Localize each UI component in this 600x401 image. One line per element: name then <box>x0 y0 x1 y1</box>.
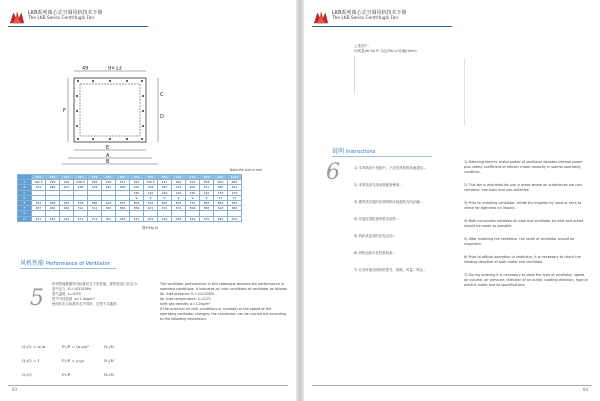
instructions-number: 6 <box>326 160 340 185</box>
page-number-left: 03 <box>12 387 18 392</box>
dim-e: E <box>106 145 110 151</box>
table-cell: 225 <box>46 175 60 180</box>
table-cell: 161 <box>32 185 46 190</box>
table-cell: 238 <box>74 185 88 190</box>
svg-text:Q₁/Q = n₁/n: Q₁/Q = n₁/n <box>22 344 46 349</box>
table-cell: 424 <box>102 200 116 205</box>
table-cell: 140 <box>158 190 172 195</box>
perf-para-cn: 所列性能数据均为标准状态下的性能，即风机进口状态为： <box>52 282 141 286</box>
cond-en-2-value: tₐ=20℃ <box>197 297 212 301</box>
table-cell: 348 <box>144 185 158 190</box>
instructions-title-en: Instructions <box>345 149 376 155</box>
cond-en-3-value: ρ=1.2kg/m³ <box>190 302 211 306</box>
table-cell: 284 <box>46 206 60 211</box>
table-cell: 217 <box>32 216 46 221</box>
cond-2-value: tₐ=20℃ <box>67 292 82 296</box>
instruction-item: 3) Prior to installing ventilator, whilst the impeller by hand or stick to check for tightness on impact. <box>464 201 582 210</box>
table-cell: 959 <box>228 200 242 205</box>
instruction-item: 6) Prior to official operation of ventilator, it is necessary to check the rotating direction of both motor and ventilator. <box>464 255 581 264</box>
table-row-label: A <box>18 180 32 185</box>
table-cell: 431 <box>158 180 172 185</box>
svg-text:P₁/P: P₁/P <box>62 372 71 377</box>
perf-para-en: The ventilator performance in this catalogue denotes the performance in standard conditions. It indicates air inlet conditions of ventilator as follows: <box>160 282 288 291</box>
instruction-item: 3) 通风机安装时应使风机叶轮旋转方向正确... <box>354 200 423 204</box>
brand-logo-icon <box>8 9 26 25</box>
svg-text:Q₁/Q = 1: Q₁/Q = 1 <box>22 358 40 363</box>
table-cell: 200 <box>32 175 46 180</box>
table-cell: 337 <box>130 216 144 221</box>
table-cell: 337 <box>116 180 130 185</box>
instruction-item: 2) This fan is restricted for use in areas where air substances are non-corrosive, non-toxic and non-adhesive. <box>464 183 583 192</box>
table-cell: 506 <box>186 206 200 211</box>
dim-a: A <box>106 153 110 159</box>
table-cell: 605 <box>158 200 172 205</box>
instruction-item: 7) 订货时请注明风机型号、规格、风量、风压... <box>354 268 427 272</box>
header-title-cn-right: LKB系列离心式空调风机技术手册 <box>332 10 407 16</box>
table-cell: 800 <box>200 175 214 180</box>
page-number-right: 04 <box>582 387 588 392</box>
table-cell: 416 <box>158 216 172 221</box>
conversion-formulas <box>22 342 132 380</box>
table-cell: 311 <box>88 206 102 211</box>
table-cell: 676 <box>172 200 186 205</box>
notes-cn-title: 上述式中： <box>354 44 371 48</box>
instructions-title-cn: 说明 <box>332 148 345 155</box>
table-cell: 570 <box>200 216 214 221</box>
footer-rule <box>8 385 288 386</box>
table-row-label: D <box>18 195 32 200</box>
performance-text-cn <box>52 282 142 307</box>
svg-text:N₁/N: N₁/N <box>104 372 114 377</box>
table-cell: 257 <box>32 206 46 211</box>
book-gutter <box>296 0 304 401</box>
table-cell: 140 <box>186 190 200 195</box>
table-cell: 560 <box>158 175 172 180</box>
table-row <box>18 216 242 221</box>
instruction-item: 1) Matching electric motor power of ventilator denotes internal power plus safety coefficient of electric motor capacity in special operating condition. <box>464 160 583 174</box>
cond-en-2-label: Air inlet temperature: <box>160 297 197 301</box>
table-cell: 560 <box>214 185 228 190</box>
table-cell: 506 <box>130 200 144 205</box>
outlet-flange-drawing <box>48 66 170 166</box>
header-rule-right <box>312 26 452 27</box>
table-cell: 9 <box>200 195 214 200</box>
table-cell: 384 <box>130 206 144 211</box>
cond-1-label: 进气压力 <box>52 287 66 291</box>
table-cell: 515 <box>186 180 200 185</box>
table-cell: 381 <box>144 216 158 221</box>
header-title-en-right: The LKB Series Centrifugal Fan <box>332 16 399 21</box>
table-cell: 238 <box>88 185 102 190</box>
table-cell: 612 <box>228 185 242 190</box>
table-cell: 9 <box>144 195 158 200</box>
table-cell: 345 <box>102 206 116 211</box>
left-page <box>0 0 296 401</box>
table-cell: 326 <box>60 200 74 205</box>
table-cell: 565 <box>200 206 214 211</box>
table-cell: 140 <box>130 190 144 195</box>
table-cell: 261 <box>102 185 116 190</box>
table-cell: 881 <box>214 200 228 205</box>
notes-en-block <box>464 58 589 126</box>
table-cell: 710 <box>186 175 200 180</box>
cond-3-label: 进气气体密度 <box>52 297 73 301</box>
performance-section-title <box>20 258 116 269</box>
svg-text:N₁/N: N₁/N <box>104 358 114 363</box>
footer-rule-right <box>312 385 592 386</box>
instruction-item: 5) 风机试运转时应先点动... <box>354 234 396 238</box>
svg-text:P₁/P = ρ₁/ρ: P₁/P = ρ₁/ρ <box>62 358 84 363</box>
brand-logo-icon-right <box>312 9 330 25</box>
instructions-list-en <box>464 160 590 296</box>
instructions-section-title <box>332 146 432 157</box>
instruction-item: 4) Both connection between air pipe and ventilator air inlet and outlet should be made as possible. <box>464 219 584 228</box>
header-title-cn: LKB系列离心式空调风机技术手册 <box>28 10 103 16</box>
table-cell: 630 <box>172 175 186 180</box>
table-cell: 474 <box>172 206 186 211</box>
right-page <box>304 0 600 401</box>
table-row-label: E <box>18 200 32 205</box>
dim-f: F <box>63 108 66 114</box>
table-cell: 556 <box>144 200 158 205</box>
table-cell: 360 <box>130 180 144 185</box>
table-cell: 199 <box>46 180 60 185</box>
table-cell: 659 <box>228 180 242 185</box>
table-cell: 244 <box>60 216 74 221</box>
performance-text-en <box>160 282 288 322</box>
notes-cn-text: Q:风量(m³/h) Pₜ:全压(Pa) n:转速(r/min) <box>354 49 417 53</box>
table-cell: 469 <box>172 180 186 185</box>
table-cell: 401 <box>144 206 158 211</box>
cond-1-value: Pₐ=101325Pa <box>67 287 91 291</box>
dim-c: C <box>160 92 164 98</box>
table-cell: 207 <box>60 185 74 190</box>
header-title-en: The LKB Series Centrifugal Fan <box>28 16 95 21</box>
table-cell: 456 <box>172 216 186 221</box>
table-cell: 431 <box>158 206 172 211</box>
table-row-label: G <box>18 211 32 216</box>
table-cell: 262 <box>32 200 46 205</box>
table-cell: 475 <box>116 200 130 205</box>
table-cell: 320 <box>130 185 144 190</box>
performance-title-cn: 风机性能 <box>20 260 45 267</box>
table-cell: 258.5 <box>74 180 88 185</box>
table-cell: 386 <box>88 200 102 205</box>
table-cell: 751 <box>186 200 200 205</box>
table-cell: 259 <box>88 180 102 185</box>
table-row-label: H <box>18 216 32 221</box>
header-title <box>28 10 103 22</box>
perf-para-cn-2: 使用状态与标准状态不同时，应按下式换算： <box>52 302 120 306</box>
table-cell: 1000 <box>228 175 242 180</box>
table-cell: 558 <box>200 180 214 185</box>
table-cell: 181.5 <box>32 180 46 185</box>
table-cell: 140 <box>144 190 158 195</box>
table-cell: 226 <box>60 180 74 185</box>
svg-text:P₁/P = (n₁/n)²: P₁/P = (n₁/n)² <box>62 344 90 349</box>
table-cell: 284 <box>60 206 74 211</box>
table-cell: 280 <box>74 175 88 180</box>
instruction-item: 1) 本风机用于机组中，不应在风机的转速超过... <box>354 166 427 170</box>
svg-text:N₁/N: N₁/N <box>104 344 114 349</box>
header-title-right <box>332 10 407 22</box>
dim-49: 49 <box>82 66 89 72</box>
table-cell: 600 <box>214 180 228 185</box>
table-row-label: B <box>18 185 32 190</box>
table-cell: 400 <box>116 175 130 180</box>
cond-en-1-label: Air inlet pressure: <box>160 292 191 296</box>
table-cell: 250 <box>60 175 74 180</box>
table-cell: 301 <box>102 216 116 221</box>
table-cell: 326 <box>116 216 130 221</box>
table-cell: 434 <box>172 185 186 190</box>
dimension-table <box>17 174 242 222</box>
table-cell: 628 <box>214 206 228 211</box>
dim-d: D <box>160 114 164 120</box>
table-cell: 805 <box>200 200 214 205</box>
table-cell: 9 <box>158 195 172 200</box>
perf-para-en-2: If the practical air inlet conditions or n(rotate) or the speed of the operating ventilator changes, the conversion can be carried out according to the following expression: <box>160 307 287 321</box>
table-cell: 244 <box>46 216 60 221</box>
performance-title-en: Performance of Ventilator <box>45 261 110 267</box>
table-cell: 376.5 <box>144 180 158 185</box>
table-cell: 271 <box>74 216 88 221</box>
table-cell: 500 <box>144 175 158 180</box>
notes-cn-block <box>354 44 454 94</box>
table-row-label: F <box>18 206 32 211</box>
table-cell: 315 <box>88 175 102 180</box>
table-cell: 378 <box>74 200 88 205</box>
table-cell: 306 <box>116 185 130 190</box>
cond-en-1-value: Pₐ=101325Pa <box>191 292 215 296</box>
table-cell: 689 <box>228 206 242 211</box>
table-cell: 469 <box>186 185 200 190</box>
table-cell: 180 <box>46 185 60 190</box>
figure-caption: 图5(Fig.5) <box>142 226 159 230</box>
table-note: Note:the size in mm <box>230 168 263 172</box>
table-cell: 366 <box>116 206 130 211</box>
table-cell: 517 <box>200 185 214 190</box>
table-cell: 288 <box>46 200 60 205</box>
table-cell: 170 <box>214 190 228 195</box>
cond-en-3-label: Inlet gas density: <box>160 302 189 306</box>
table-row-label: C <box>18 190 32 195</box>
instruction-item: 5) After installing the ventilator, the scroll of ventilator should be inspected. <box>464 237 575 246</box>
dim-9x13: 9×13 <box>108 66 122 72</box>
table-cell: 393 <box>158 185 172 190</box>
table-cell: 620 <box>214 216 228 221</box>
table-cell: 292 <box>102 180 116 185</box>
table-cell: 271 <box>88 216 102 221</box>
table-cell: 11 <box>214 195 228 200</box>
table-cell: 170 <box>228 190 242 195</box>
table-cell: 140 <box>200 190 214 195</box>
svg-text:Q₁/Q: Q₁/Q <box>22 372 32 377</box>
table-cell: 9 <box>172 195 186 200</box>
table-cell: 355 <box>102 175 116 180</box>
table-cell: 450 <box>130 175 144 180</box>
instruction-item: 4) 安装时须检查风机各部件... <box>354 217 400 221</box>
instruction-item: 7) During ordering it is necessary to state the type of ventilator, speed, air volume, air pressure, direction of air outlet, rotating direction, type of electric motor and its specifications. <box>464 273 588 287</box>
cond-2-label: 进气温度 <box>52 292 66 296</box>
cond-3-value: ρ=1.2kg/m³ <box>74 297 95 301</box>
instructions-list-cn <box>354 166 454 285</box>
dim-b: B <box>106 159 110 165</box>
table-cell: 519 <box>186 216 200 221</box>
instruction-item: 2) 本风机须与电动机配套使用... <box>354 183 403 187</box>
table-cell: 670 <box>228 216 242 221</box>
section-number: 5 <box>30 286 44 311</box>
table-cell: 11 <box>228 195 242 200</box>
header-rule <box>8 26 148 27</box>
instruction-item: 6) 风机运转中应经常检查... <box>354 251 396 255</box>
table-cell: 311 <box>74 206 88 211</box>
table-cell: 9 <box>130 195 144 200</box>
table-cell: 9 <box>186 195 200 200</box>
table-cell: 140 <box>172 190 186 195</box>
table-cell: 900 <box>214 175 228 180</box>
